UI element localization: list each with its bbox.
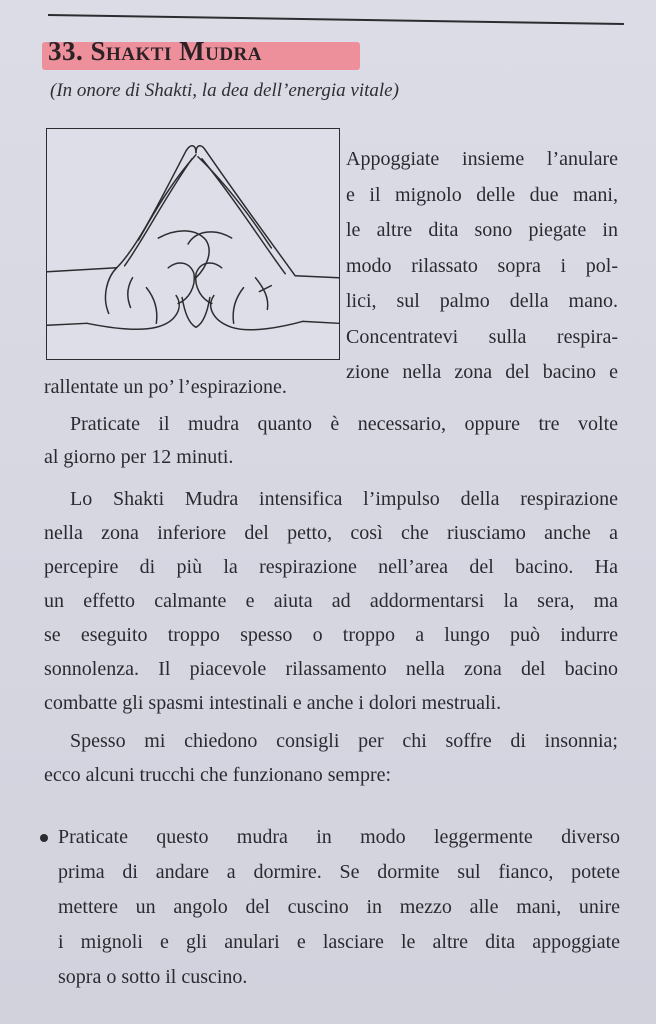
text-line: Appoggiate insieme l’anulare xyxy=(346,148,618,170)
intro-text xyxy=(346,142,618,391)
hands-mudra-icon xyxy=(47,129,339,359)
page-title: 33. Shakti Mudra xyxy=(48,36,262,66)
mudra-illustration xyxy=(46,128,340,360)
text-line: se eseguito troppo spesso o troppo a lungo può indurre xyxy=(44,624,618,646)
paragraph-3 xyxy=(44,482,618,720)
text-line: sonnolenza. Il piacevole rilassamento nella zona del bacino xyxy=(44,658,618,680)
text-line: le altre dita sono piegate in xyxy=(346,219,618,241)
header-rule xyxy=(48,14,624,25)
paragraph-4 xyxy=(44,724,618,792)
text-line: combatte gli spasmi intestinali e anche i dolori mestruali. xyxy=(44,692,502,714)
title-block xyxy=(42,36,262,72)
text-line: prima di andare a dormire. Se dormite sul fianco, potete xyxy=(58,861,620,883)
text-line: Concentratevi sulla respira- xyxy=(346,325,618,348)
text-line: sopra o sotto il cuscino. xyxy=(58,966,248,988)
text-line: nella zona inferiore del petto, così che riusciamo anche a xyxy=(44,522,618,544)
text-line: modo rilassato sopra i pol- xyxy=(346,254,618,277)
text-line: e il mignolo delle due mani, xyxy=(346,183,618,206)
text-line: i mignoli e gli anulari e lasciare le altre dita appoggiate xyxy=(58,931,620,953)
text-line: zione nella zona del bacino e xyxy=(346,361,618,383)
text-line: lici, sul palmo della mano. xyxy=(346,290,618,312)
text-line: al giorno per 12 minuti. xyxy=(44,446,234,468)
bullet-dot-icon xyxy=(40,834,48,842)
text-line: un effetto calmante e aiuta ad addormentarsi la sera, ma xyxy=(44,590,618,612)
text-line: Praticate questo mudra in modo leggermente diverso xyxy=(58,826,620,848)
text-line: percepire di più la respirazione nell’area del bacino. Ha xyxy=(44,556,618,578)
paragraph-2 xyxy=(44,408,618,474)
text-line: Spesso mi chiedono consigli per chi soffre di insonnia; xyxy=(70,730,618,752)
page-subtitle: (In onore di Shakti, la dea dell’energia vitale) xyxy=(50,80,399,101)
text-line: ecco alcuni trucchi che funzionano sempre: xyxy=(44,764,392,786)
text-line: mettere un angolo del cuscino in mezzo alle mani, unire xyxy=(58,896,620,918)
text-line: Lo Shakti Mudra intensifica l’impulso della respirazione xyxy=(70,488,618,510)
intro-last-line: rallentate un po’ l’espirazione. xyxy=(44,376,287,398)
text-line: Praticate il mudra quanto è necessario, oppure tre volte xyxy=(70,413,618,435)
